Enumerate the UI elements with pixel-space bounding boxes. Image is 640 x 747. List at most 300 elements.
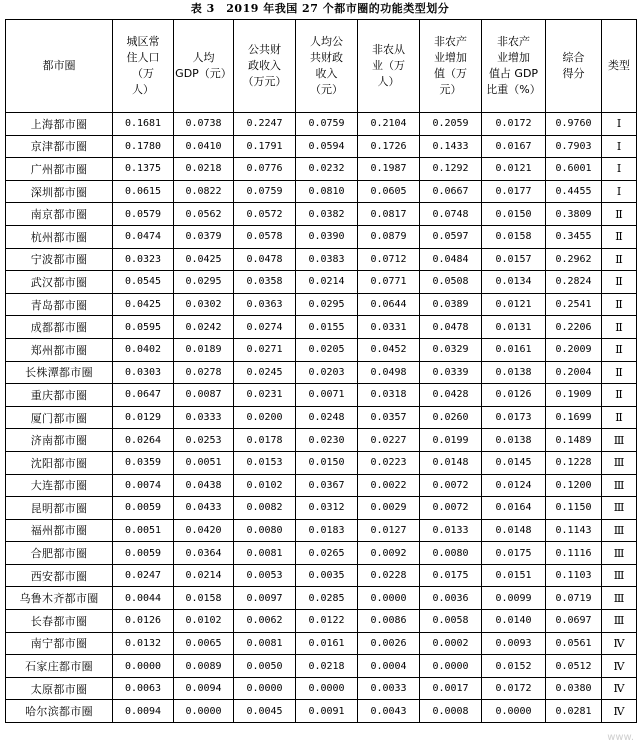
type-cell: Ⅱ [602,338,637,361]
value-cell: 0.0822 [174,180,234,203]
value-cell: 0.0278 [174,361,234,384]
table-row [6,158,637,181]
value-cell: 0.0082 [234,497,296,520]
value-cell: 0.0051 [174,451,234,474]
value-cell: 0.0051 [113,519,174,542]
type-cell: Ⅲ [602,429,637,452]
table-row [6,451,637,474]
type-cell: Ⅱ [602,248,637,271]
value-cell: 0.0059 [113,497,174,520]
value-cell: 0.0043 [358,700,420,723]
value-cell: 0.0140 [482,610,546,633]
type-cell: Ⅱ [602,293,637,316]
value-cell: 0.1489 [546,429,602,452]
value-cell: 0.0081 [234,632,296,655]
table-row [6,429,637,452]
column-header-line: 收入 [315,67,338,80]
column-header [113,20,174,113]
value-cell: 0.0562 [174,203,234,226]
value-cell: 0.0578 [234,225,296,248]
value-cell: 0.0367 [296,474,358,497]
value-cell: 0.0572 [234,203,296,226]
value-cell: 0.0094 [174,677,234,700]
value-cell: 0.1292 [420,158,482,181]
value-cell: 0.1699 [546,406,602,429]
table-row [6,564,637,587]
type-cell: Ⅳ [602,677,637,700]
value-cell: 0.0615 [113,180,174,203]
column-header [602,20,637,113]
value-cell: 0.0478 [234,248,296,271]
value-cell: 0.0420 [174,519,234,542]
metro-name-cell: 厦门都市圈 [6,406,113,429]
metro-name-cell: 太原都市圈 [6,677,113,700]
value-cell: 0.0771 [358,271,420,294]
metro-function-table [5,19,637,723]
value-cell: 0.0474 [113,225,174,248]
value-cell: 0.1726 [358,135,420,158]
column-header-line: （万 [132,67,154,80]
type-cell: Ⅲ [602,587,637,610]
value-cell: 0.0214 [296,271,358,294]
metro-name-cell: 南宁都市圈 [6,632,113,655]
table-row [6,406,637,429]
type-cell: Ⅱ [602,225,637,248]
type-cell: Ⅰ [602,180,637,203]
table-row [6,203,637,226]
value-cell: 0.0097 [234,587,296,610]
metro-name-cell: 南京都市圈 [6,203,113,226]
table-row [6,338,637,361]
value-cell: 0.0050 [234,655,296,678]
table-row [6,474,637,497]
metro-name-cell: 石家庄都市圈 [6,655,113,678]
column-header-line: 非农产 [434,35,467,48]
value-cell: 0.0260 [420,406,482,429]
value-cell: 0.1681 [113,113,174,136]
type-cell: Ⅱ [602,361,637,384]
value-cell: 0.0004 [358,655,420,678]
value-cell: 0.0091 [296,700,358,723]
value-cell: 0.0358 [234,271,296,294]
watermark: www. [607,732,634,743]
value-cell: 0.0425 [113,293,174,316]
value-cell: 0.0087 [174,384,234,407]
value-cell: 0.0080 [420,542,482,565]
column-header-line: 公共财 [248,43,281,56]
column-header [6,20,113,113]
value-cell: 0.0594 [296,135,358,158]
value-cell: 0.1116 [546,542,602,565]
table-row [6,587,637,610]
table-row [6,655,637,678]
value-cell: 0.0183 [296,519,358,542]
column-header-line: 城区常 [126,35,160,48]
column-header-line: 综合 [562,51,585,64]
value-cell: 0.0089 [174,655,234,678]
value-cell: 0.0127 [358,519,420,542]
table-caption: 表 3 2019 年我国 27 个都市圈的功能类型划分 [190,2,450,15]
value-cell: 0.0065 [174,632,234,655]
value-cell: 0.0175 [482,542,546,565]
type-cell: Ⅲ [602,497,637,520]
value-cell: 0.0000 [234,677,296,700]
value-cell: 0.0178 [234,429,296,452]
value-cell: 0.0452 [358,338,420,361]
value-cell: 0.0145 [482,451,546,474]
value-cell: 0.0759 [296,113,358,136]
value-cell: 0.0173 [482,406,546,429]
value-cell: 0.0647 [113,384,174,407]
value-cell: 0.1143 [546,519,602,542]
type-cell: Ⅲ [602,610,637,633]
metro-name-cell: 深圳都市圈 [6,180,113,203]
value-cell: 0.0228 [358,564,420,587]
table-row [6,225,637,248]
value-cell: 0.0271 [234,338,296,361]
value-cell: 0.0080 [234,519,296,542]
value-cell: 0.2541 [546,293,602,316]
value-cell: 0.0242 [174,316,234,339]
value-cell: 0.1200 [546,474,602,497]
value-cell: 0.0129 [113,406,174,429]
value-cell: 0.0390 [296,225,358,248]
value-cell: 0.0303 [113,361,174,384]
value-cell: 0.2962 [546,248,602,271]
value-cell: 0.0161 [482,338,546,361]
value-cell: 0.0438 [174,474,234,497]
type-cell: Ⅱ [602,406,637,429]
metro-name-cell: 京津都市圈 [6,135,113,158]
value-cell: 0.0008 [420,700,482,723]
column-header-line: 住人口 [126,51,160,64]
value-cell: 0.0153 [234,451,296,474]
value-cell: 0.0810 [296,180,358,203]
value-cell: 0.0359 [113,451,174,474]
column-header-line: 人） [377,75,400,88]
type-cell: Ⅳ [602,655,637,678]
column-header-line: （元） [310,83,343,96]
value-cell: 0.0072 [420,497,482,520]
value-cell: 0.2059 [420,113,482,136]
column-header-line: 比重（%） [486,83,541,96]
value-cell: 0.0484 [420,248,482,271]
value-cell: 0.0295 [296,293,358,316]
value-cell: 0.0029 [358,497,420,520]
value-cell: 0.0402 [113,338,174,361]
column-header-line: GDP（元） [175,67,232,80]
type-cell: Ⅱ [602,271,637,294]
value-cell: 0.1228 [546,451,602,474]
value-cell: 0.0158 [174,587,234,610]
value-cell: 0.0265 [296,542,358,565]
value-cell: 0.0131 [482,316,546,339]
type-cell: Ⅲ [602,542,637,565]
value-cell: 0.0425 [174,248,234,271]
value-cell: 0.0172 [482,113,546,136]
column-header [296,20,358,113]
column-header-line: 值（万 [434,67,467,80]
value-cell: 0.0389 [420,293,482,316]
value-cell: 0.0302 [174,293,234,316]
value-cell: 0.0214 [174,564,234,587]
value-cell: 0.0232 [296,158,358,181]
value-cell: 0.0102 [174,610,234,633]
value-cell: 0.0817 [358,203,420,226]
value-cell: 0.0126 [113,610,174,633]
value-cell: 0.0200 [234,406,296,429]
metro-name-cell: 大连都市圈 [6,474,113,497]
value-cell: 0.0148 [420,451,482,474]
value-cell: 0.0157 [482,248,546,271]
type-cell: Ⅳ [602,632,637,655]
value-cell: 0.0379 [174,225,234,248]
type-cell: Ⅰ [602,158,637,181]
value-cell: 0.0364 [174,542,234,565]
table-row [6,293,637,316]
value-cell: 0.0177 [482,180,546,203]
value-cell: 0.1375 [113,158,174,181]
value-cell: 0.0150 [296,451,358,474]
value-cell: 0.0138 [482,361,546,384]
column-header-line: 都市圈 [42,59,76,72]
value-cell: 0.0033 [358,677,420,700]
type-cell: Ⅱ [602,384,637,407]
value-cell: 0.3455 [546,225,602,248]
metro-name-cell: 广州都市圈 [6,158,113,181]
value-cell: 0.0134 [482,271,546,294]
value-cell: 0.0074 [113,474,174,497]
value-cell: 0.0331 [358,316,420,339]
column-header-line: 政收入 [248,59,281,72]
column-header [546,20,602,113]
value-cell: 0.0124 [482,474,546,497]
type-cell: Ⅳ [602,700,637,723]
value-cell: 0.0022 [358,474,420,497]
value-cell: 0.0150 [482,203,546,226]
column-header-line: 业（万 [372,59,405,72]
metro-name-cell: 济南都市圈 [6,429,113,452]
metro-name-cell: 昆明都市圈 [6,497,113,520]
value-cell: 0.0274 [234,316,296,339]
table-row [6,384,637,407]
type-cell: Ⅱ [602,203,637,226]
value-cell: 0.3809 [546,203,602,226]
value-cell: 0.0072 [420,474,482,497]
column-header-line: 人均 [192,51,215,64]
value-cell: 0.1909 [546,384,602,407]
value-cell: 0.0363 [234,293,296,316]
value-cell: 0.1987 [358,158,420,181]
value-cell: 0.6001 [546,158,602,181]
value-cell: 0.0132 [113,632,174,655]
value-cell: 0.0759 [234,180,296,203]
value-cell: 0.0133 [420,519,482,542]
value-cell: 0.0231 [234,384,296,407]
value-cell: 0.1791 [234,135,296,158]
value-cell: 0.0199 [420,429,482,452]
value-cell: 0.0045 [234,700,296,723]
table-row [6,632,637,655]
metro-name-cell: 哈尔滨都市圈 [6,700,113,723]
value-cell: 0.0062 [234,610,296,633]
column-header-line: 元） [439,83,462,96]
value-cell: 0.0512 [546,655,602,678]
metro-name-cell: 乌鲁木齐都市圈 [6,587,113,610]
value-cell: 0.0164 [482,497,546,520]
value-cell: 0.0086 [358,610,420,633]
value-cell: 0.0561 [546,632,602,655]
value-cell: 0.0081 [234,542,296,565]
value-cell: 0.1433 [420,135,482,158]
value-cell: 0.0738 [174,113,234,136]
value-cell: 0.0248 [296,406,358,429]
value-cell: 0.0264 [113,429,174,452]
value-cell: 0.0595 [113,316,174,339]
column-header-line: 得分 [562,67,585,80]
value-cell: 0.0697 [546,610,602,633]
type-cell: Ⅲ [602,474,637,497]
column-header-line: 类型 [608,59,630,72]
value-cell: 0.2247 [234,113,296,136]
metro-name-cell: 成都都市圈 [6,316,113,339]
value-cell: 0.0712 [358,248,420,271]
value-cell: 0.0000 [420,655,482,678]
value-cell: 0.0410 [174,135,234,158]
value-cell: 0.0357 [358,406,420,429]
value-cell: 0.0121 [482,158,546,181]
value-cell: 0.0063 [113,677,174,700]
value-cell: 0.0545 [113,271,174,294]
value-cell: 0.0323 [113,248,174,271]
value-cell: 0.1150 [546,497,602,520]
value-cell: 0.0318 [358,384,420,407]
metro-name-cell: 宁波都市圈 [6,248,113,271]
value-cell: 0.2206 [546,316,602,339]
metro-name-cell: 青岛都市圈 [6,293,113,316]
value-cell: 0.0285 [296,587,358,610]
value-cell: 0.0333 [174,406,234,429]
value-cell: 0.2824 [546,271,602,294]
value-cell: 0.0167 [482,135,546,158]
value-cell: 0.0218 [174,158,234,181]
value-cell: 0.0059 [113,542,174,565]
value-cell: 0.0508 [420,271,482,294]
value-cell: 0.2004 [546,361,602,384]
value-cell: 0.0036 [420,587,482,610]
value-cell: 0.0203 [296,361,358,384]
table-body [6,113,637,723]
column-header [174,20,234,113]
value-cell: 0.0148 [482,519,546,542]
column-header-line: 值占 GDP [488,67,539,80]
value-cell: 0.0000 [174,700,234,723]
value-cell: 0.0478 [420,316,482,339]
value-cell: 0.0879 [358,225,420,248]
value-cell: 0.0152 [482,655,546,678]
value-cell: 0.1780 [113,135,174,158]
value-cell: 0.0719 [546,587,602,610]
value-cell: 0.0099 [482,587,546,610]
value-cell: 0.0155 [296,316,358,339]
value-cell: 0.0295 [174,271,234,294]
type-cell: Ⅱ [602,316,637,339]
value-cell: 0.0223 [358,451,420,474]
value-cell: 0.0227 [358,429,420,452]
value-cell: 0.0380 [546,677,602,700]
metro-name-cell: 杭州都市圈 [6,225,113,248]
value-cell: 0.0071 [296,384,358,407]
value-cell: 0.0000 [296,677,358,700]
type-cell: Ⅲ [602,519,637,542]
value-cell: 0.0093 [482,632,546,655]
metro-name-cell: 西安都市圈 [6,564,113,587]
value-cell: 0.0205 [296,338,358,361]
value-cell: 0.0247 [113,564,174,587]
column-header-line: 人均公 [310,35,343,48]
column-header-line: 人） [132,83,154,96]
value-cell: 0.0000 [358,587,420,610]
value-cell: 0.0383 [296,248,358,271]
value-cell: 0.0597 [420,225,482,248]
value-cell: 0.0776 [234,158,296,181]
value-cell: 0.0053 [234,564,296,587]
column-header-line: （万元） [242,75,287,88]
value-cell: 0.0329 [420,338,482,361]
value-cell: 0.0126 [482,384,546,407]
table-row [6,700,637,723]
metro-name-cell: 重庆都市圈 [6,384,113,407]
type-cell: Ⅰ [602,135,637,158]
value-cell: 0.2009 [546,338,602,361]
table-row [6,271,637,294]
value-cell: 0.0245 [234,361,296,384]
value-cell: 0.0035 [296,564,358,587]
table-row [6,361,637,384]
value-cell: 0.0000 [482,700,546,723]
metro-name-cell: 长株潭都市圈 [6,361,113,384]
metro-name-cell: 福州都市圈 [6,519,113,542]
column-header [420,20,482,113]
value-cell: 0.7903 [546,135,602,158]
value-cell: 0.0230 [296,429,358,452]
metro-name-cell: 长春都市圈 [6,610,113,633]
value-cell: 0.0094 [113,700,174,723]
table-row [6,180,637,203]
value-cell: 0.0189 [174,338,234,361]
value-cell: 0.1103 [546,564,602,587]
value-cell: 0.0002 [420,632,482,655]
value-cell: 0.0092 [358,542,420,565]
value-cell: 0.0281 [546,700,602,723]
metro-name-cell: 上海都市圈 [6,113,113,136]
value-cell: 0.0218 [296,655,358,678]
column-header-line: 非农产 [497,35,530,48]
column-header-line: 非农从 [372,43,405,56]
table-row [6,113,637,136]
value-cell: 0.9760 [546,113,602,136]
value-cell: 0.0058 [420,610,482,633]
value-cell: 0.0122 [296,610,358,633]
table-row [6,519,637,542]
value-cell: 0.0644 [358,293,420,316]
table-row [6,677,637,700]
column-header-line: 业增加 [497,51,530,64]
metro-name-cell: 合肥都市圈 [6,542,113,565]
value-cell: 0.0138 [482,429,546,452]
value-cell: 0.0175 [420,564,482,587]
value-cell: 0.0158 [482,225,546,248]
